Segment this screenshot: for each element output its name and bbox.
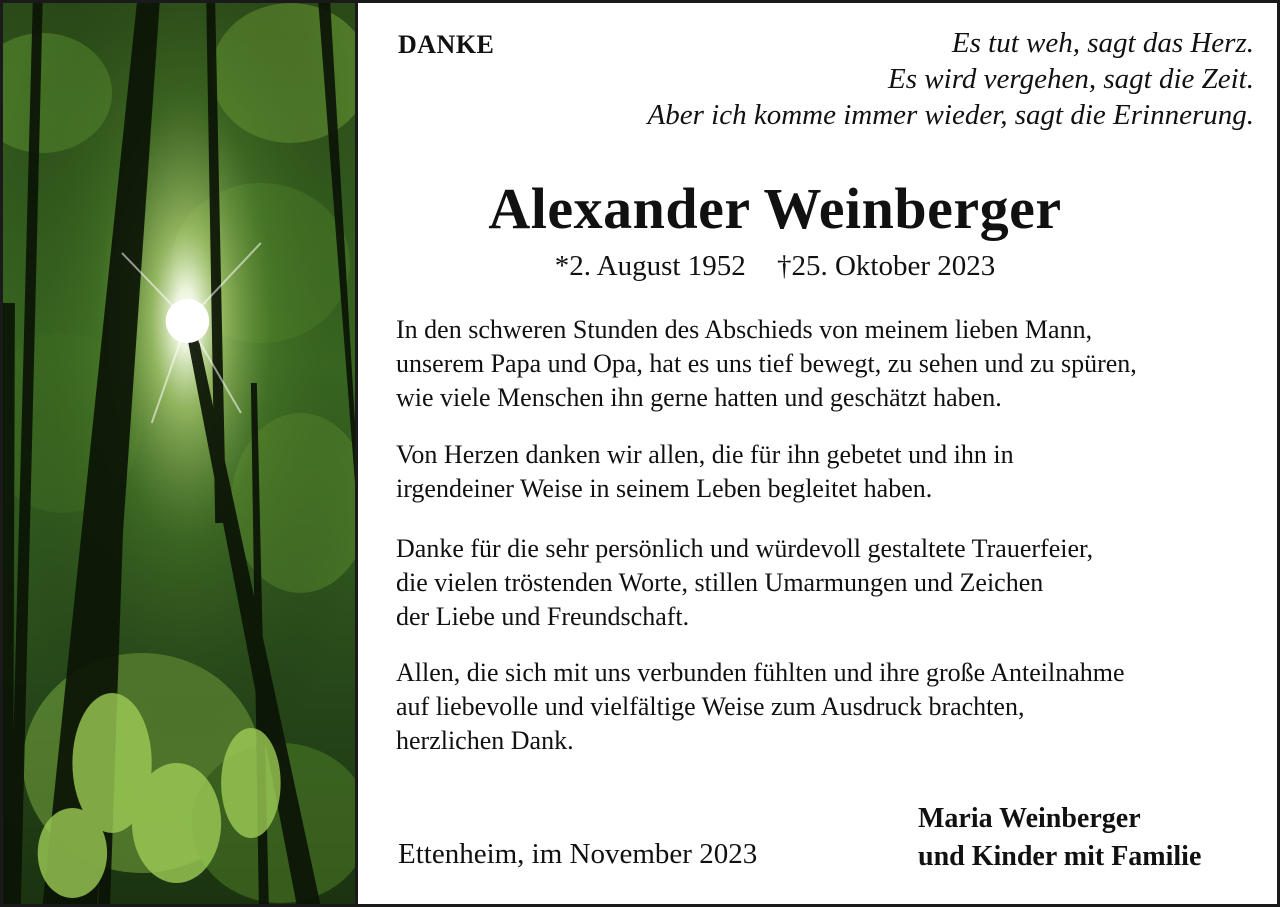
heading-danke: DANKE xyxy=(398,30,495,59)
thanks-paragraph xyxy=(396,438,1256,506)
thanks-paragraph xyxy=(396,532,1256,634)
signature-line: und Kinder mit Familie xyxy=(918,841,1202,872)
birth-date: *2. August 1952 xyxy=(554,250,746,282)
signature xyxy=(918,800,1201,876)
paragraph-line: der Liebe und Freundschaft. xyxy=(396,602,690,631)
paragraph-line: Allen, die sich mit uns verbunden fühlten und ihre große Anteilnahme xyxy=(396,658,1125,687)
quote-line: Es wird vergehen, sagt die Zeit. xyxy=(888,63,1254,95)
paragraph-line: Von Herzen danken wir allen, die für ihn gebetet und ihn in xyxy=(396,440,1014,469)
quote-line: Es tut weh, sagt das Herz. xyxy=(951,27,1254,59)
thanks-paragraph xyxy=(396,656,1256,758)
thanks-paragraph xyxy=(396,313,1256,415)
quote-line: Aber ich komme immer wieder, sagt die Erinnerung. xyxy=(647,99,1254,131)
life-dates xyxy=(360,250,1190,283)
signature-line: Maria Weinberger xyxy=(918,803,1141,834)
place-and-date: Ettenheim, im November 2023 xyxy=(398,838,758,870)
paragraph-line: herzlichen Dank. xyxy=(396,726,574,755)
paragraph-line: In den schweren Stunden des Abschieds von meinem lieben Mann, xyxy=(396,315,1093,344)
paragraph-line: auf liebevolle und vielfältige Weise zum Ausdruck brachten, xyxy=(396,692,1025,721)
paragraph-line: die vielen tröstenden Worte, stillen Umarmungen und Zeichen xyxy=(396,568,1044,597)
paragraph-line: unserem Papa und Opa, hat es uns tief bewegt, zu sehen und zu spüren, xyxy=(396,349,1137,378)
paragraph-line: wie viele Menschen ihn gerne hatten und geschätzt haben. xyxy=(396,383,1002,412)
paragraph-line: irgendeiner Weise in seinem Leben begleitet haben. xyxy=(396,474,933,503)
deceased-name: Alexander Weinberger xyxy=(488,176,1062,241)
paragraph-line: Danke für die sehr persönlich und würdevoll gestaltete Trauerfeier, xyxy=(396,534,1094,563)
memorial-quote xyxy=(648,25,1254,133)
death-date: †25. Oktober 2023 xyxy=(776,250,996,282)
